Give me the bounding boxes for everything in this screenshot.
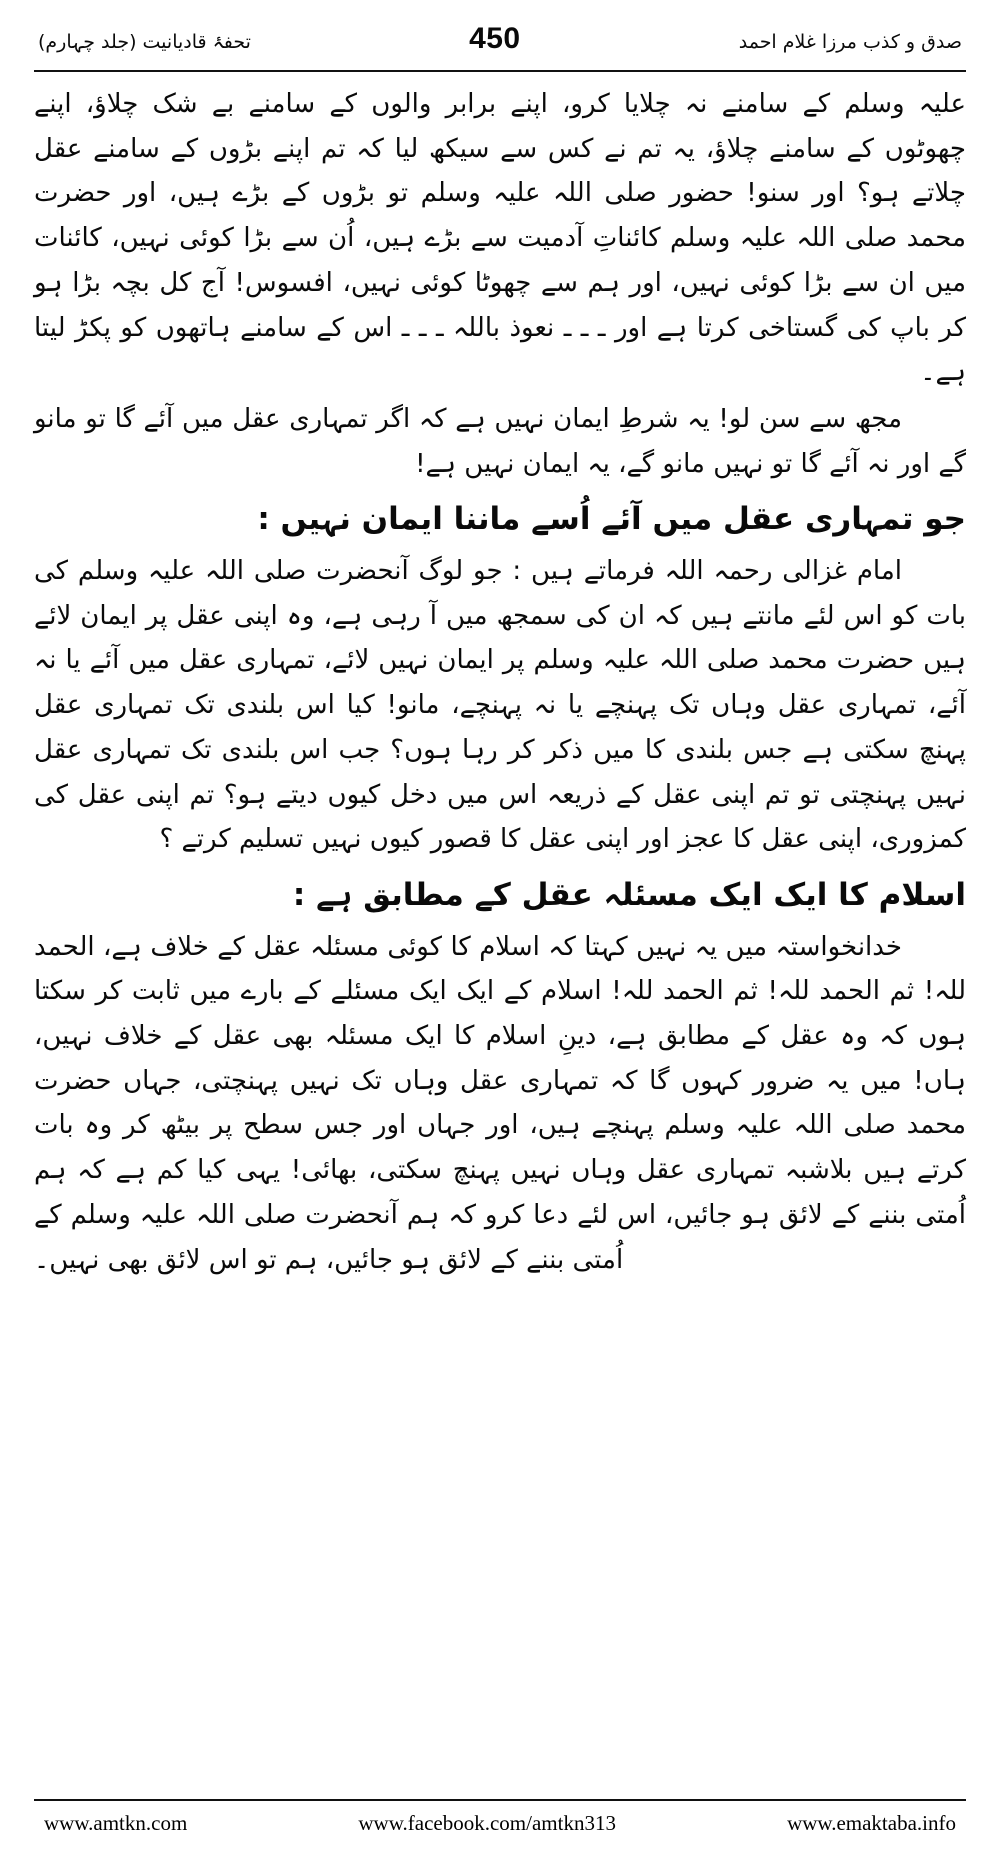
header-divider — [34, 70, 966, 72]
header-book-title: تحفۂ قادیانیت (جلد چہارم) — [38, 31, 251, 53]
body-paragraph: خدانخواستہ میں یہ نہیں کہتا کہ اسلام کا کوئی مسئلہ عقل کے خلاف ہے، الحمد للہ! ثم الحمد للہ! ثم الحمد للہ! اسلام کے ایک ایک مسئلے کے بارے میں ثابت کر سکتا ہوں کہ وہ عقل کے مطابق ہے، دینِ اسلام کا ایک مسئلہ بھی عقل کے خلاف نہیں، ہاں! میں یہ ضرور کہوں گا کہ تمہاری عقل وہاں تک نہیں پہنچتی، جہاں حضرت محمد صلی اللہ علیہ وسلم پہنچے ہیں، اور جہاں اور جس سطح پر بیٹھ کر وہ بات کرتے ہیں بلاشبہ تمہاری عقل وہاں نہیں پہنچ سکتی، بھائی! یہی کیا کم ہے کہ ہم اُمتی بننے کے لائق ہو جائیں، اس لئے دعا کرو کہ ہم آنحضرت صلی اللہ علیہ وسلم کے اُمتی بننے کے لائق ہو جائیں، ہم تو اس لائق بھی نہیں۔ — [34, 931, 966, 1275]
footer-links — [34, 1809, 966, 1840]
header-chapter-title: صدق و کذب مرزا غلام احمد — [738, 31, 962, 53]
footer-divider — [34, 1799, 966, 1801]
body-paragraph: مجھ سے سن لو! یہ شرطِ ایمان نہیں ہے کہ اگر تمہاری عقل میں آئے گا تو مانو گے اور نہ آئے گا تو نہیں مانو گے، یہ ایمان نہیں ہے! — [34, 404, 966, 479]
body-paragraph: علیہ وسلم کے سامنے نہ چلایا کرو، اپنے برابر والوں کے سامنے بے شک چلاؤ، اپنے چھوٹوں کے سامنے چلاؤ، یہ تم نے کس سے سیکھ لیا کہ تم اپنے بڑوں کے سامنے عقل چلاتے ہو؟ اور سنو! حضور صلی اللہ علیہ وسلم تو بڑوں کے بڑے ہیں، اور حضرت محمد صلی اللہ علیہ وسلم کائناتِ آدمیت سے بڑے ہیں، اُن سے بڑا کوئی نہیں، کائنات میں ان سے بڑا کوئی نہیں، اور ہم سے چھوٹا کوئی نہیں، افسوس! آج کل بچہ بڑا ہو کر باپ کی گستاخی کرتا ہے اور ـ ـ ـ نعوذ باللہ ـ ـ ـ اس کے سامنے ہاتھوں کو پکڑ لیتا ہے۔ — [34, 89, 966, 388]
page-header — [34, 18, 966, 66]
page-footer — [34, 1789, 966, 1840]
section-heading: اسلام کا ایک ایک مسئلہ عقل کے مطابق ہے : — [292, 877, 966, 913]
footer-link-emaktaba[interactable]: www.emaktaba.info — [787, 1811, 956, 1835]
body-paragraph: امام غزالی رحمہ اللہ فرماتے ہیں : جو لوگ آنحضرت صلی اللہ علیہ وسلم کی بات کو اس لئے مانتے ہیں کہ ان کی سمجھ میں آ رہی ہے، وہ اپنی عقل پر ایمان لائے ہیں حضرت محمد صلی اللہ علیہ وسلم پر ایمان نہیں لائے، تمہاری عقل میں آئے یا نہ آئے، تمہاری عقل وہاں تک پہنچے یا نہ پہنچے، مانو! کیا اس بلندی تک تمہاری عقل پہنچ سکتی ہے جس بلندی کا میں ذکر کر رہا ہوں؟ جب اس بلندی تک تمہاری عقل نہیں پہنچتی تو تم اپنی عقل کے ذریعہ اس میں دخل کیوں دیتے ہو؟ تم اپنی عقل کی کمزوری، اپنی عقل کا عجز اور اپنی عقل کا قصور کیوں نہیں تسلیم کرتے ؟ — [34, 555, 966, 855]
page-number: 450 — [469, 22, 521, 55]
footer-link-website[interactable]: www.amtkn.com — [44, 1811, 188, 1835]
section-heading: جو تمہاری عقل میں آئے اُسے ماننا ایمان نہیں : — [257, 501, 966, 538]
page-body — [34, 82, 966, 1789]
footer-link-facebook[interactable]: www.facebook.com/amtkn313 — [358, 1811, 616, 1835]
